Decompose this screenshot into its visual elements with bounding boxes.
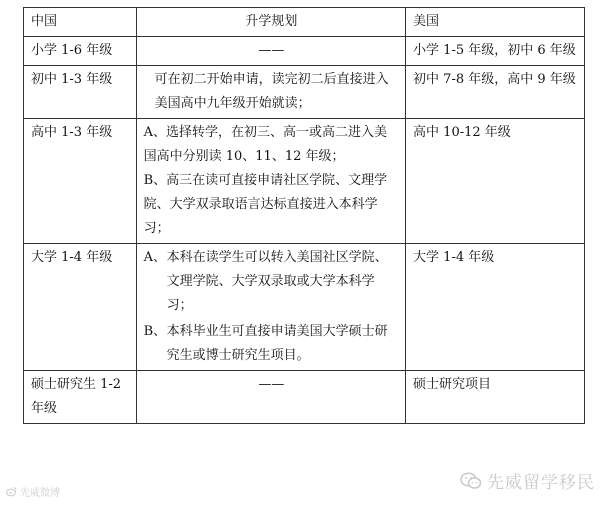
cell-plan — [136, 66, 405, 119]
table-row — [24, 371, 585, 424]
image-credit — [6, 484, 60, 499]
table-row — [24, 37, 585, 66]
plan-option-label: A、 — [143, 250, 166, 265]
cell-china: 初中 1-3 年级 — [24, 66, 137, 119]
cell-usa: 硕士研究项目 — [406, 371, 585, 424]
cell-china: 小学 1-6 年级 — [24, 37, 137, 66]
plan-option-label: B、 — [143, 324, 167, 339]
plan-option-text: 本科毕业生可直接申请美国大学硕士研究生或博士研究生项目。 — [166, 324, 388, 363]
table-header-row — [24, 8, 585, 37]
table-row — [24, 119, 585, 244]
cell-plan — [136, 244, 405, 371]
cell-usa: 小学 1-5 年级，初中 6 年级 — [406, 37, 585, 66]
table-row — [24, 244, 585, 371]
education-comparison-table — [23, 7, 585, 424]
cell-usa: 大学 1-4 年级 — [406, 244, 585, 371]
plan-option-a — [144, 246, 399, 318]
cell-china: 大学 1-4 年级 — [24, 244, 137, 371]
cell-usa: 高中 10-12 年级 — [406, 119, 585, 244]
cell-usa: 初中 7-8 年级，高中 9 年级 — [406, 66, 585, 119]
plan-text: 可在初二开始申请，读完初二后直接进入美国高中九年级开始就读； — [154, 72, 389, 111]
header-plan: 升学规划 — [136, 8, 405, 37]
weibo-icon — [6, 486, 17, 497]
plan-option-a: A、选择转学，在初三、高一或高二进入美国高中分别读 10、11、12 年级； — [143, 125, 387, 164]
header-usa: 美国 — [406, 8, 585, 37]
cell-plan: —— — [136, 37, 405, 66]
wechat-icon — [460, 472, 482, 490]
header-china: 中国 — [24, 8, 137, 37]
credit-text: 先威微博 — [20, 488, 60, 499]
cell-china: 高中 1-3 年级 — [24, 119, 137, 244]
cell-plan: —— — [136, 371, 405, 424]
watermark-text: 先威留学移民 — [487, 473, 595, 493]
cell-china: 硕士研究生 1-2 年级 — [24, 371, 137, 424]
cell-plan — [136, 119, 405, 244]
table-row — [24, 66, 585, 119]
plan-option-text: 本科在读学生可以转入美国社区学院、文理学院、大学双录取或大学本科学习； — [166, 250, 388, 313]
plan-option-b: B、高三在读可直接申请社区学院、文理学院、大学双录取语言达标直接进入本科学习； — [143, 173, 388, 236]
plan-option-b — [144, 320, 399, 368]
watermark — [460, 468, 595, 493]
